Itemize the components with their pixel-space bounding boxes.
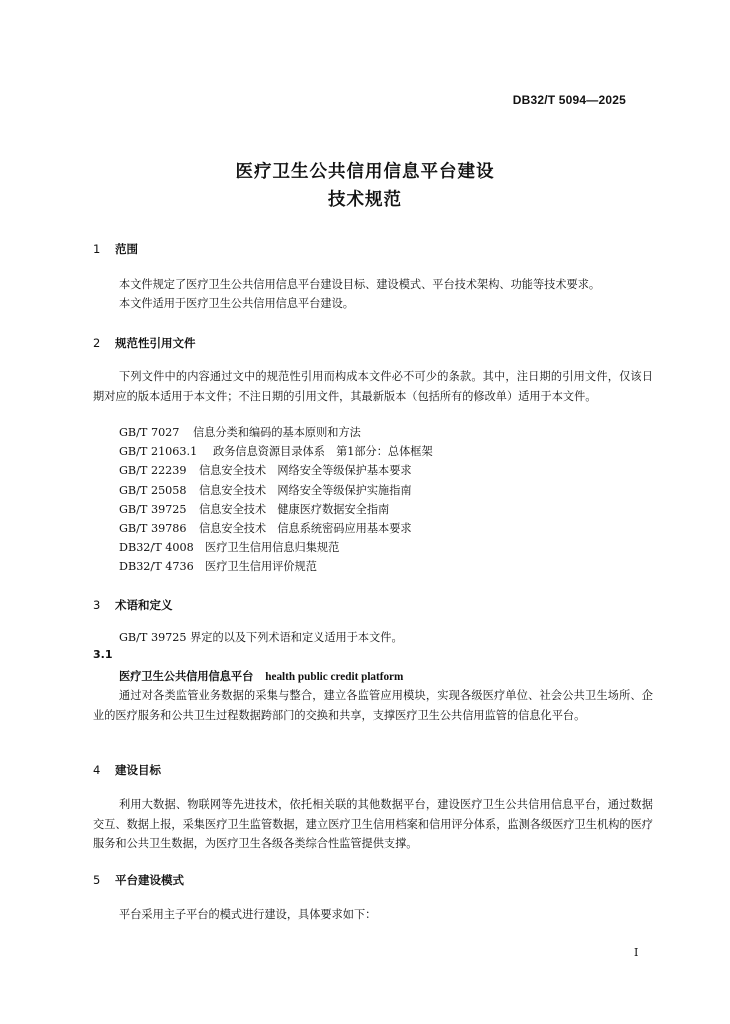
reference-code: GB/T 39725 bbox=[119, 502, 187, 516]
section-number: 1 bbox=[93, 242, 101, 256]
term-number: 3.1 bbox=[93, 648, 113, 661]
section-2-intro: 下列文件中的内容通过文中的规范性引用而构成本文件必不可少的条款。其中，注日期的引用文件，仅该日期对应的版本适用于本文件；不注日期的引用文件，其最新版本（包括所有的修改单）适用于本文件。 bbox=[93, 370, 653, 403]
document-title-line1: 医疗卫生公共信用信息平台建设 bbox=[235, 162, 495, 182]
section-title: 术语和定义 bbox=[115, 598, 173, 612]
reference-code: GB/T 39786 bbox=[119, 521, 187, 535]
reference-code: GB/T 21063.1 bbox=[119, 445, 198, 459]
section-title: 平台建设模式 bbox=[115, 873, 184, 887]
reference-title: 医疗卫生信用信息归集规范 bbox=[205, 541, 340, 555]
term-definition: 通过对各类监管业务数据的采集与整合，建立各监管应用模块，实现各级医疗单位、社会公共卫生场所、企业的医疗服务和公共卫生过程数据跨部门的交换和共享，支撑医疗卫生公共信用监管的信息化平台。 bbox=[93, 689, 653, 722]
reference-item bbox=[119, 558, 433, 577]
reference-title: 信息安全技术 网络安全等级保护基本要求 bbox=[199, 464, 412, 478]
reference-title: 政务信息资源目录体系 第1部分：总体框架 bbox=[213, 445, 433, 459]
document-title-line2: 技术规范 bbox=[328, 190, 402, 210]
reference-item bbox=[119, 539, 433, 558]
term-title bbox=[119, 668, 403, 684]
reference-title: 信息分类和编码的基本原则和方法 bbox=[193, 426, 361, 439]
section-1-paragraph-1: 本文件规定了医疗卫生公共信用信息平台建设目标、建设模式、平台技术架构、功能等技术要求。 bbox=[119, 278, 601, 291]
reference-code: DB32/T 4008 bbox=[119, 541, 194, 555]
page-number: I bbox=[634, 946, 639, 959]
reference-item bbox=[119, 443, 433, 462]
document-number: DB32/T 5094—2025 bbox=[512, 93, 626, 107]
section-1-paragraph-2: 本文件适用于医疗卫生公共信用信息平台建设。 bbox=[119, 297, 354, 310]
section-3-heading bbox=[93, 597, 173, 613]
section-title: 规范性引用文件 bbox=[115, 336, 196, 350]
reference-item bbox=[119, 520, 433, 539]
section-title: 建设目标 bbox=[115, 763, 161, 777]
reference-code: GB/T 7027 bbox=[119, 426, 180, 439]
reference-code: DB32/T 4736 bbox=[119, 560, 194, 574]
section-2-heading bbox=[93, 335, 196, 351]
section-5-paragraph: 平台采用主子平台的模式进行建设，具体要求如下： bbox=[119, 908, 377, 921]
section-5-heading bbox=[93, 872, 184, 888]
section-number: 4 bbox=[93, 763, 101, 777]
term-title-en: health public credit platform bbox=[265, 671, 404, 683]
reference-title: 信息安全技术 网络安全等级保护实施指南 bbox=[199, 483, 412, 497]
section-number: 3 bbox=[93, 598, 101, 612]
reference-title: 信息安全技术 信息系统密码应用基本要求 bbox=[199, 521, 412, 535]
reference-code: GB/T 25058 bbox=[119, 483, 187, 497]
reference-item bbox=[119, 424, 433, 443]
reference-item bbox=[119, 501, 433, 520]
reference-title: 信息安全技术 健康医疗数据安全指南 bbox=[199, 502, 390, 516]
reference-item bbox=[119, 462, 433, 481]
reference-code: GB/T 22239 bbox=[119, 464, 187, 478]
normative-references-list bbox=[119, 424, 433, 578]
section-4-paragraph: 利用大数据、物联网等先进技术，依托相关联的其他数据平台，建设医疗卫生公共信用信息平台，通过数据交互、数据上报，采集医疗卫生监管数据，建立医疗卫生信用档案和信用评分体系，监测各级医疗卫生机构的医疗服务和公共卫生数据，为医疗卫生各级各类综合性监管提供支撑。 bbox=[93, 798, 653, 850]
section-number: 5 bbox=[93, 873, 101, 887]
term-title-cn: 医疗卫生公共信用信息平台 bbox=[119, 670, 254, 683]
section-1-heading bbox=[93, 241, 138, 257]
section-title: 范围 bbox=[115, 242, 138, 256]
reference-title: 医疗卫生信用评价规范 bbox=[205, 560, 317, 574]
section-number: 2 bbox=[93, 336, 101, 350]
reference-item bbox=[119, 482, 433, 501]
section-4-heading bbox=[93, 762, 161, 778]
section-3-intro: GB/T 39725 界定的以及下列术语和定义适用于本文件。 bbox=[119, 631, 403, 644]
